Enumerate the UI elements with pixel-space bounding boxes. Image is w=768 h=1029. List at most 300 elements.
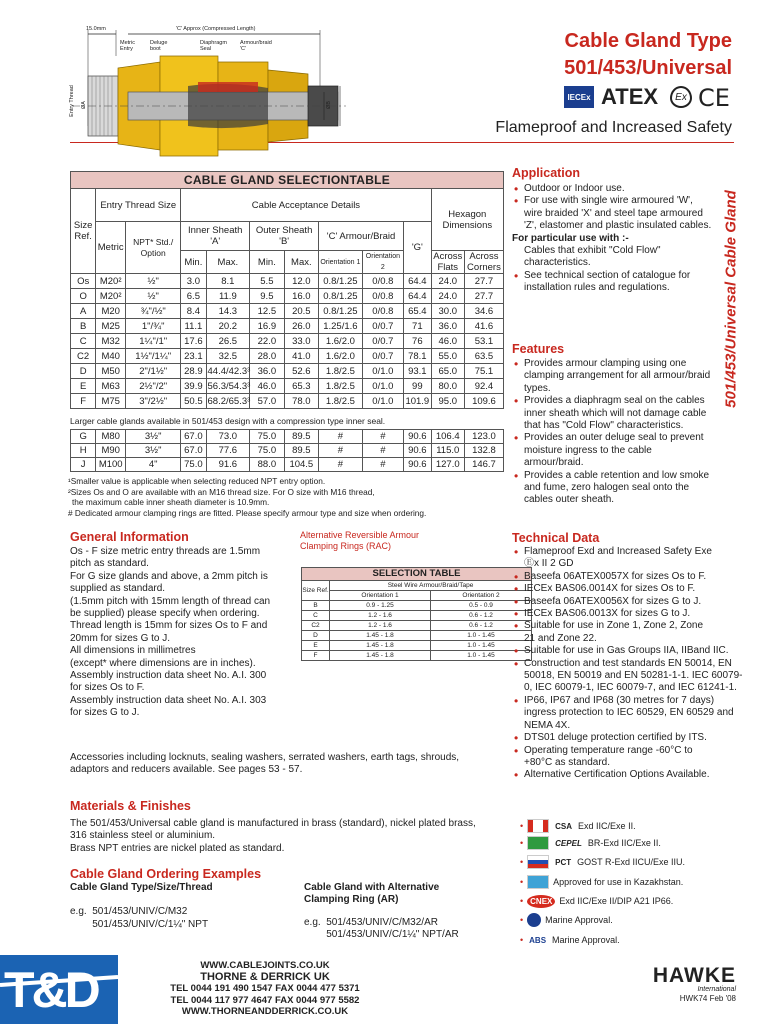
gen-line: for sizes Os to F. bbox=[70, 682, 145, 694]
table-cell: 65.3 bbox=[284, 379, 318, 394]
table-cell: 0/0.7 bbox=[362, 349, 403, 364]
table-cell: # bbox=[362, 444, 403, 458]
table-cell: E bbox=[302, 641, 330, 651]
header-inner-max: Max. bbox=[206, 251, 250, 274]
rac-heading-line-1: Alternative Reversible Armour bbox=[300, 530, 420, 540]
gen-line: be supplied) please specify when ordering. bbox=[70, 608, 260, 620]
table-cell: 1.0 - 1.45 bbox=[431, 641, 532, 651]
table-cell: 90.6 bbox=[404, 458, 432, 472]
bullet-icon: • bbox=[520, 915, 524, 925]
table-cell: 65.4 bbox=[404, 304, 432, 319]
table-cell: 39.9 bbox=[181, 379, 206, 394]
materials-line-1: The 501/453/Universal cable gland is manufactured in brass (standard), nickel plated brass, bbox=[70, 818, 476, 829]
technical-item: • IECEx BAS06.0013X for sizes G to J. bbox=[512, 608, 748, 620]
rac-heading-line-2: Clamping Rings (RAC) bbox=[300, 541, 392, 551]
table-cell: M63 bbox=[96, 379, 126, 394]
alt-cert-text: Exd IIC/Exe II. bbox=[578, 821, 636, 831]
particular-use-text: Cables that exhibit "Cold Flow" characteristics. bbox=[524, 245, 661, 269]
russia-flag-icon bbox=[527, 855, 549, 869]
gen-line: for sizes G to J. bbox=[70, 707, 140, 719]
deluge-boot-label: Deluge boot bbox=[150, 40, 168, 52]
canada-flag-icon bbox=[527, 819, 549, 833]
table-cell: 64.4 bbox=[404, 274, 432, 289]
table-row bbox=[302, 601, 532, 611]
table-cell: 115.0 bbox=[431, 444, 464, 458]
iecex-logo: IECEx bbox=[564, 86, 594, 108]
table-cell: 6.5 bbox=[181, 289, 206, 304]
table-cell: 41.6 bbox=[464, 319, 503, 334]
rac-table-banner: SELECTION TABLE bbox=[302, 568, 532, 581]
ordering-right-title-1: Cable Gland with Alternative bbox=[304, 882, 440, 893]
rac-heading bbox=[300, 530, 500, 552]
table-cell: 0/0.7 bbox=[362, 334, 403, 349]
alt-cert-row bbox=[520, 932, 620, 948]
header-orientation-1: Orientation 1 bbox=[319, 251, 363, 274]
ordering-left-title: Cable Gland Type/Size/Thread bbox=[70, 882, 213, 893]
table-cell: 67.0 bbox=[181, 444, 206, 458]
table-cell: M25 bbox=[96, 319, 126, 334]
table-cell: 92.4 bbox=[464, 379, 503, 394]
table-cell: 78.0 bbox=[284, 394, 318, 409]
title-line-2: 501/453/Universal bbox=[564, 57, 732, 79]
table-cell: 4" bbox=[126, 458, 181, 472]
technical-item: • Flameproof Exd and Increased Safety Exe Ⓔx II 2 GD bbox=[512, 546, 712, 571]
alt-cert-row bbox=[520, 874, 683, 890]
general-information-heading: General Information bbox=[70, 530, 189, 544]
table-cell: 17.6 bbox=[181, 334, 206, 349]
table-cell: 123.0 bbox=[464, 430, 503, 444]
table-cell: M20² bbox=[96, 274, 126, 289]
bullet-icon: • bbox=[520, 896, 524, 906]
ordering-left-example-1: e.g. 501/453/UNIV/C/M32 bbox=[70, 906, 188, 918]
table-row bbox=[302, 621, 532, 631]
table-cell: 80.0 bbox=[431, 379, 464, 394]
table-cell: 46.0 bbox=[431, 334, 464, 349]
table-cell: 3½" bbox=[126, 444, 181, 458]
table-cell: C bbox=[71, 334, 96, 349]
table-cell: 0/1.0 bbox=[362, 394, 403, 409]
gen-line: 20mm for sizes G to J. bbox=[70, 632, 171, 644]
table-cell: A bbox=[71, 304, 96, 319]
table-cell: 109.6 bbox=[464, 394, 503, 409]
header-inner-min: Min. bbox=[181, 251, 206, 274]
table-cell: 1.25/1.6 bbox=[319, 319, 363, 334]
materials-line-2: 316 stainless steel or aluminium. bbox=[70, 830, 216, 842]
table-cell: 53.1 bbox=[464, 334, 503, 349]
header-size-ref: Size Ref. bbox=[71, 189, 96, 274]
table-cell: 127.0 bbox=[431, 458, 464, 472]
header-across-flats: Across Flats bbox=[431, 251, 464, 274]
table-cell: 99 bbox=[404, 379, 432, 394]
table-cell: 52.6 bbox=[284, 364, 318, 379]
accessories-line-2: adaptors and reducers available. See pages 53 - 57. bbox=[70, 764, 303, 776]
technical-item: • IP66, IP67 and IP68 (30 metres for 7 days) ingress protection to IEC 60529, EN 60529 and NEMA 4X. bbox=[512, 695, 746, 732]
technical-item: • Suitable for use in Gas Groups IIA, IIBand IIC. bbox=[512, 645, 748, 657]
table-cell: 26.0 bbox=[284, 319, 318, 334]
table-cell: 16.0 bbox=[284, 289, 318, 304]
header-outer-max: Max. bbox=[284, 251, 318, 274]
table-cell: 8.4 bbox=[181, 304, 206, 319]
table-cell: M20 bbox=[96, 304, 126, 319]
table-cell: 1"/¾" bbox=[126, 319, 181, 334]
table-cell: 27.7 bbox=[464, 274, 503, 289]
table-row bbox=[71, 304, 504, 319]
table-row bbox=[71, 334, 504, 349]
side-tab-text: 501/453/Universal Cable Gland bbox=[722, 190, 740, 408]
table-cell: 36.0 bbox=[250, 364, 284, 379]
table-cell: 0.6 - 1.2 bbox=[431, 611, 532, 621]
ordering-heading: Cable Gland Ordering Examples bbox=[70, 867, 262, 881]
table-cell: 3"/2½" bbox=[126, 394, 181, 409]
table-cell: 12.5 bbox=[250, 304, 284, 319]
header-across-corners: Across Corners bbox=[464, 251, 503, 274]
features-list bbox=[512, 358, 712, 507]
table-cell: 1½"/1¼" bbox=[126, 349, 181, 364]
table-cell: 1.45 - 1.8 bbox=[330, 651, 431, 661]
footer-tel-2: TEL 0044 117 977 4647 FAX 0044 977 5582 bbox=[170, 994, 360, 1006]
table-cell: 1.6/2.0 bbox=[319, 334, 363, 349]
table-cell: 8.1 bbox=[206, 274, 250, 289]
table-cell: 77.6 bbox=[206, 444, 250, 458]
table-row bbox=[71, 430, 504, 444]
table-cell: 146.7 bbox=[464, 458, 503, 472]
table-cell: 68.2/65.3³ bbox=[207, 395, 251, 407]
table-cell: 1.0 - 1.45 bbox=[431, 631, 532, 641]
rac-header-size: Size Ref. bbox=[302, 581, 330, 601]
table-cell: 75.0 bbox=[250, 444, 284, 458]
header-outer-min: Min. bbox=[250, 251, 284, 274]
table-row bbox=[302, 651, 532, 661]
table-cell: 57.0 bbox=[250, 394, 284, 409]
table-row bbox=[71, 394, 504, 409]
rac-header-orientation-1: Orientation 1 bbox=[330, 591, 431, 601]
gen-line: supplied as standard. bbox=[70, 583, 166, 595]
table-cell: M90 bbox=[96, 444, 126, 458]
ex-hexagon-logo: Ex bbox=[670, 86, 692, 108]
table-cell: 11.1 bbox=[181, 319, 206, 334]
table-cell: 50.5 bbox=[181, 394, 206, 409]
feature-item: • Provides armour clamping using one clamping arrangement for all armour/braid types. bbox=[512, 358, 712, 395]
td-logo-text: T&D bbox=[4, 962, 98, 1018]
alt-cert-text: Marine Approval. bbox=[545, 915, 613, 925]
gen-line: (1.5mm pitch with 15mm length of thread can bbox=[70, 595, 271, 607]
table-cell: O bbox=[71, 289, 96, 304]
table-cell: ¾"/½" bbox=[126, 304, 181, 319]
rac-header-orientation-2: Orientation 2 bbox=[431, 591, 532, 601]
table-cell: 16.9 bbox=[250, 319, 284, 334]
table-cell: M75 bbox=[96, 394, 126, 409]
bullet-icon: • bbox=[520, 935, 524, 945]
hawke-logo bbox=[640, 966, 736, 994]
entry-thread-label: Entry Thread bbox=[68, 85, 75, 117]
table-cell: 24.0 bbox=[431, 289, 464, 304]
table-cell: 3.0 bbox=[181, 274, 206, 289]
gen-line: All dimensions in millimetres bbox=[70, 645, 196, 657]
table-cell: B bbox=[302, 601, 330, 611]
header-entry-thread: Entry Thread Size bbox=[96, 189, 181, 222]
application-list bbox=[512, 183, 712, 295]
footer-website-1[interactable]: WWW.CABLEJOINTS.CO.UK bbox=[200, 960, 330, 971]
table-cell: D bbox=[302, 631, 330, 641]
table-cell: M40 bbox=[96, 349, 126, 364]
table-cell: 12.0 bbox=[284, 274, 318, 289]
larger-glands-note: Larger cable glands available in 501/453 design with a compression type inner seal. bbox=[70, 416, 386, 426]
alt-cert-row bbox=[520, 854, 685, 870]
header-c-armour: 'C' Armour/Braid bbox=[319, 222, 404, 251]
technical-item: • Operating temperature range -60°C to +80°C as standard. bbox=[512, 745, 714, 770]
table-cell: 1.8/2.5 bbox=[319, 379, 363, 394]
table-cell: # bbox=[362, 458, 403, 472]
alt-cert-text: Exd IIC/Exe II/DIP A21 IP66. bbox=[559, 896, 674, 906]
table-cell: 0/1.0 bbox=[362, 364, 403, 379]
footer-contact bbox=[120, 960, 410, 1018]
table-cell: 1.45 - 1.8 bbox=[330, 641, 431, 651]
title-line-1: Cable Gland Type bbox=[564, 30, 732, 52]
table-cell: M32 bbox=[96, 334, 126, 349]
table-cell: 89.5 bbox=[284, 444, 318, 458]
abs-logo: ABS bbox=[529, 935, 547, 945]
gen-line: pitch as standard. bbox=[70, 558, 149, 570]
table-cell: 0/0.7 bbox=[362, 319, 403, 334]
technical-item: • Alternative Certification Options Available. bbox=[512, 769, 748, 781]
feature-item: • Provides a diaphragm seal on the cables inner sheath which will not damage cable that has "Cold Flow" characteristics. bbox=[512, 395, 712, 432]
alt-cert-row bbox=[520, 835, 661, 851]
table-cell: 2½"/2" bbox=[126, 379, 181, 394]
diaphragm-seal-label: Diaphragm Seal bbox=[200, 40, 227, 52]
header-cable-acceptance: Cable Acceptance Details bbox=[181, 189, 431, 222]
bullet-icon: • bbox=[520, 857, 524, 867]
table-cell: M100 bbox=[96, 458, 126, 472]
table-cell: M20² bbox=[96, 289, 126, 304]
footer-tel-1: TEL 0044 191 490 1547 FAX 0044 477 5371 bbox=[170, 983, 360, 994]
hawke-logo-text: HAWKE bbox=[652, 964, 736, 987]
technical-item: • Suitable for use in Zone 1, Zone 2, Zone 21 and Zone 22. bbox=[512, 620, 710, 645]
table-cell: 64.4 bbox=[404, 289, 432, 304]
table-cell: 75.0 bbox=[250, 430, 284, 444]
table-cell: 36.0 bbox=[431, 319, 464, 334]
table-cell: E bbox=[71, 379, 96, 394]
table-cell: 1.0 - 1.45 bbox=[431, 651, 532, 661]
subtitle: Flameproof and Increased Safety bbox=[495, 119, 732, 136]
side-tab bbox=[714, 168, 748, 430]
particular-use-heading: For particular use with :- bbox=[512, 232, 629, 244]
table-cell: 75.1 bbox=[464, 364, 503, 379]
table-cell: 23.1 bbox=[181, 349, 206, 364]
table-cell: 0/1.0 bbox=[362, 379, 403, 394]
table-cell: J bbox=[71, 458, 96, 472]
footnote-2b: the maximum cable inner sheath diameter is 10.9mm. bbox=[72, 497, 270, 507]
materials-text bbox=[70, 818, 510, 855]
application-item: • Outdoor or Indoor use. bbox=[512, 183, 712, 195]
technical-item: • Baseefa 06ATEX0056X for sizes G to J. bbox=[512, 596, 748, 608]
cepel-logo: CEPEL bbox=[555, 838, 582, 848]
ordering-right bbox=[304, 882, 504, 942]
footnote-1: ¹Smaller value is applicable when selecting reduced NPT entry option. bbox=[68, 476, 326, 486]
certification-logos bbox=[564, 84, 732, 112]
dim-15mm-label: 15.0mm bbox=[86, 26, 106, 32]
table-cell: 95.0 bbox=[431, 394, 464, 409]
table-row bbox=[302, 611, 532, 621]
accessories-line-1: Accessories including locknuts, sealing washers, serrated washers, earth tags, shrouds, bbox=[70, 752, 460, 763]
table-cell: # bbox=[319, 444, 363, 458]
table-cell: 1.8/2.5 bbox=[319, 394, 363, 409]
footnote-2: ²Sizes Os and O are available with an M16 thread size. For O size with M16 thread, bbox=[68, 486, 375, 497]
header-g: 'G' bbox=[404, 222, 432, 274]
footer-website-2[interactable]: WWW.THORNEANDDERRICK.CO.UK bbox=[181, 1006, 349, 1017]
table-cell: 14.3 bbox=[206, 304, 250, 319]
table-footnotes bbox=[68, 476, 508, 518]
table-cell: C2 bbox=[302, 621, 330, 631]
table-cell: 104.5 bbox=[284, 458, 318, 472]
csa-logo: CSA bbox=[555, 821, 573, 831]
dim-b-label: ØB bbox=[325, 101, 332, 109]
kazakhstan-flag-icon bbox=[527, 875, 549, 889]
bullet-icon: • bbox=[520, 821, 524, 831]
pct-logo: PCT bbox=[555, 857, 572, 867]
table-cell: 9.5 bbox=[250, 289, 284, 304]
table-cell: 27.7 bbox=[464, 289, 503, 304]
technical-item: • Baseefa 06ATEX0057X for sizes Os to F. bbox=[512, 571, 748, 583]
gen-line: (except* where dimensions are in inches). bbox=[70, 657, 256, 669]
ordering-left-example-2: 501/453/UNIV/C/1¼" NPT bbox=[70, 918, 209, 930]
table-cell: 28.0 bbox=[250, 349, 284, 364]
technical-item: • IECEx BAS06.0014X for sizes Os to F. bbox=[512, 583, 748, 595]
table-cell: 78.1 bbox=[404, 349, 432, 364]
rac-header-span: Steel Wire Armour/Braid/Tape bbox=[330, 581, 532, 591]
ordering-right-title-2: Clamping Ring (AR) bbox=[304, 894, 399, 906]
table-cell: 2"/1½" bbox=[126, 364, 181, 379]
table-cell: # bbox=[319, 458, 363, 472]
table-cell: 46.0 bbox=[250, 379, 284, 394]
table-cell: 41.0 bbox=[284, 349, 318, 364]
brazil-flag-icon bbox=[527, 836, 549, 850]
table-cell: # bbox=[362, 430, 403, 444]
table-cell: 3½" bbox=[126, 430, 181, 444]
alt-cert-row bbox=[520, 912, 613, 928]
header-npt: NPT* Std./ Option bbox=[126, 222, 181, 274]
application-item: • For use with single wire armoured 'W', wire braided 'X' and steel tape armoured 'Z', elastomer and plastic insulated cables. bbox=[512, 195, 712, 232]
table-cell: C2 bbox=[71, 349, 96, 364]
table-cell: 0.5 - 0.9 bbox=[431, 601, 532, 611]
table-cell: 1.2 - 1.6 bbox=[330, 611, 431, 621]
table-cell: F bbox=[71, 394, 96, 409]
general-information-text bbox=[70, 546, 296, 720]
table-cell: 26.5 bbox=[206, 334, 250, 349]
table-cell: M80 bbox=[96, 430, 126, 444]
table-cell: 106.4 bbox=[431, 430, 464, 444]
see-technical-item: • See technical section of catalogue for installation rules and regulations. bbox=[512, 270, 712, 295]
table-cell: 30.0 bbox=[431, 304, 464, 319]
feature-item: • Provides a cable retention and low smoke and fume, zero halogen seal onto the cables outer sheath. bbox=[512, 470, 712, 507]
table-cell: 91.6 bbox=[206, 458, 250, 472]
table-cell: 67.0 bbox=[181, 430, 206, 444]
td-logo bbox=[0, 955, 118, 1024]
table-cell: 1¼"/1" bbox=[126, 334, 181, 349]
table-cell: 11.9 bbox=[206, 289, 250, 304]
table-cell: G bbox=[71, 430, 96, 444]
technical-item: • Construction and test standards EN 50014, EN 50018, EN 50019 and EN 50281-1-1. IEC 60079-0, IEC 60079-1, IEC 60079-7, and IEC 61241-1. bbox=[512, 658, 746, 695]
table-cell: 0/0.8 bbox=[362, 304, 403, 319]
document-code: HWK74 Feb '08 bbox=[679, 994, 736, 1003]
table-row bbox=[71, 274, 504, 289]
ordering-right-example-2: 501/453/UNIV/C/1¼" NPT/AR bbox=[304, 929, 459, 941]
header-hexagon: Hexagon Dimensions bbox=[431, 189, 503, 251]
table-cell: 1.45 - 1.8 bbox=[330, 631, 431, 641]
ce-mark: CE bbox=[698, 84, 730, 112]
table-cell: ½" bbox=[126, 289, 181, 304]
table-cell: F bbox=[302, 651, 330, 661]
features-heading: Features bbox=[512, 342, 565, 356]
table-row bbox=[302, 641, 532, 651]
footer-company: THORNE & DERRICK UK bbox=[200, 970, 330, 983]
table-cell: 32.5 bbox=[206, 349, 250, 364]
table-cell: 0.8/1.25 bbox=[319, 289, 363, 304]
table-cell: 88.0 bbox=[250, 458, 284, 472]
table-row bbox=[71, 379, 504, 394]
selection-table-banner: CABLE GLAND SELECTIONTABLE bbox=[71, 172, 504, 189]
table-cell: ½" bbox=[126, 274, 181, 289]
dim-a-label: ØA bbox=[80, 101, 87, 109]
table-cell: 5.5 bbox=[250, 274, 284, 289]
alt-cert-row bbox=[520, 893, 673, 909]
table-cell: 71 bbox=[404, 319, 432, 334]
table-cell: 93.1 bbox=[404, 364, 432, 379]
table-cell: 24.0 bbox=[431, 274, 464, 289]
alt-cert-text: GOST R-Exd IICU/Exe IIU. bbox=[577, 857, 686, 867]
table-cell: # bbox=[319, 430, 363, 444]
table-cell: 89.5 bbox=[284, 430, 318, 444]
table-cell: 56.3/54.3³ bbox=[207, 380, 251, 392]
table-row bbox=[71, 349, 504, 364]
alt-cert-text: BR-Exd IIC/Exe II. bbox=[587, 838, 661, 848]
bullet-icon: • bbox=[520, 877, 524, 887]
alt-cert-text: Approved for use in Kazakhstan. bbox=[553, 877, 684, 887]
technical-data-list bbox=[512, 546, 748, 782]
table-cell: 132.8 bbox=[464, 444, 503, 458]
table-cell: 44.4/42.3³ bbox=[207, 365, 251, 377]
table-cell: 73.0 bbox=[206, 430, 250, 444]
table-cell: 101.9 bbox=[405, 395, 430, 407]
table-cell: H bbox=[71, 444, 96, 458]
technical-data-heading: Technical Data bbox=[512, 531, 600, 545]
metric-entry-label: Metric Entry bbox=[120, 40, 135, 52]
table-cell: 1.2 - 1.6 bbox=[330, 621, 431, 631]
technical-item: • DTS01 deluge protection certified by ITS. bbox=[512, 732, 748, 744]
table-cell: 1.6/2.0 bbox=[319, 349, 363, 364]
table-cell: 33.0 bbox=[284, 334, 318, 349]
gen-line: Os - F size metric entry threads are 1.5mm bbox=[70, 546, 261, 557]
header-orientation-2: Orientation 2 bbox=[362, 251, 403, 274]
table-cell: D bbox=[71, 364, 96, 379]
header-outer-sheath: Outer Sheath 'B' bbox=[250, 222, 319, 251]
header-inner-sheath: Inner Sheath 'A' bbox=[181, 222, 250, 251]
accessories-text bbox=[70, 752, 510, 777]
ordering-left bbox=[70, 882, 300, 931]
cable-gland-selection-table bbox=[70, 171, 504, 409]
gen-line: For G size glands and above, a 2mm pitch is bbox=[70, 570, 268, 582]
table-cell: 55.0 bbox=[431, 349, 464, 364]
table-row bbox=[71, 319, 504, 334]
table-cell: M50 bbox=[96, 364, 126, 379]
table-cell: 90.6 bbox=[404, 444, 432, 458]
ordering-right-example-1: e.g. 501/453/UNIV/C/M32/AR bbox=[304, 916, 438, 928]
table-cell: 65.0 bbox=[431, 364, 464, 379]
hawke-logo-sub: International bbox=[697, 986, 736, 993]
rac-selection-table bbox=[301, 567, 532, 661]
armour-braid-label: Armour/braid 'C' bbox=[240, 40, 272, 52]
header-metric: Metric bbox=[96, 222, 126, 274]
table-cell: 90.6 bbox=[404, 430, 432, 444]
